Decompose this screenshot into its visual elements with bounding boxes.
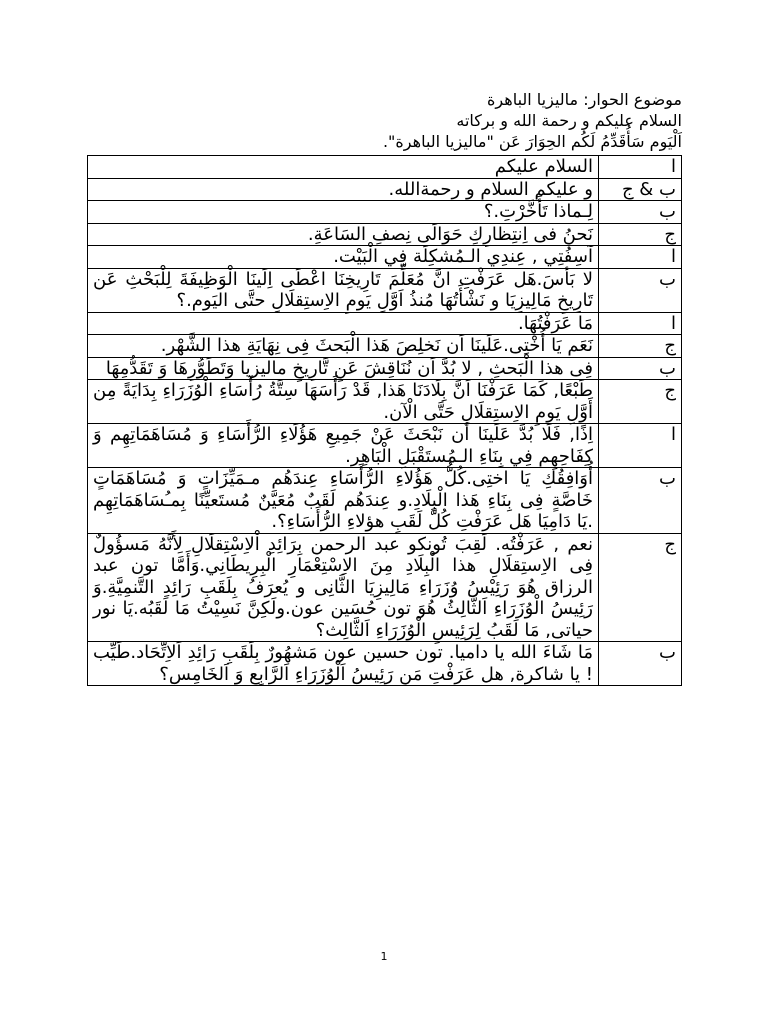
speaker-cell: ا [599, 246, 682, 269]
utterance-cell: أُوَافِقُكِ يَا اختِى.كُلُّ هَؤُلاءِ الرُّأَسَاءِ عِندَهُم مـمَيِّزَاتٍ وَ مُسَاهَمَاتٍ خَاصَّةٍ فِى بِنَاءِ هَذا الْبِلَادِ.و عِندَهُم لَقَبٌ مُعَيَّنٌ مُستَعيِّنًا بِمـُسَاهَمَاتِهِم .يَا دَامِيَا هَل عَرَفْتِ كُلَّ لَقَبِ هؤلاءِ الرُّأَسَاءِ؟. [88, 468, 599, 534]
dialog-row [88, 533, 682, 642]
utterance-cell: لا بَأسَ.هَل عَرَفْتِ انَّ مُعَلِّمَ تَارِيخِنَا اعْطَى اِلَينَا الْوَظِيفَةَ لِلْبَحْثِ عَن تَارِيخِ مَالِيزِيَا و نَشْأَتُهَا مُنذُ اَوَّلِ يَومِ الاِستِقلَالِ حتَّى اليَوم.؟ [88, 268, 599, 312]
utterance-cell: السلام عليكم [88, 156, 599, 179]
greeting-line: السلام عليكم و رحمة الله و بركاته [456, 111, 682, 130]
utterance-cell: مَا عَرَفْتُهَا. [88, 312, 599, 335]
speaker-cell: ب [599, 268, 682, 312]
speaker-cell: ب [599, 642, 682, 686]
utterance-cell: آسِفُتِي , عِندِي الـمُشكِلَة فِي الْبَيْت. [88, 246, 599, 269]
utterance-cell: نَحنُ فى اِنتِظارِكِ حَوَالَى نِصفِ السَاعَةِ. [88, 223, 599, 246]
page-number: 1 [380, 950, 388, 963]
utterance-cell: طَبْعًا, كَمَا عَرَفْنَا اَنَّ بِلَادَنَا هَذا, قَدْ رَأَسَهَا سِتَّةُ رُأَسَاءِ الْوُزَرَاءِ بِدَايَةً مِن أَوَّلِ يَومِ الاِستِقلَالِ حَتَّى الْآن. [88, 380, 599, 424]
dialog-row [88, 468, 682, 534]
intro-line: اَلْيَوم سَأُقَدِّمُ لَكُم الحِوَارَ عَن "ماليزيا الباهرة". [382, 132, 682, 151]
dialog-row [88, 223, 682, 246]
speaker-cell: ج [599, 335, 682, 358]
speaker-cell: ا [599, 156, 682, 179]
utterance-cell: فِى هذا الْبَحثِ , لا بُدَّ اَن نُنَاقِشَ عَنِ تَّارِيخِ ماليزيا وَتَطَوُّرِهَا وَ تَقَدُّمِهَا [88, 357, 599, 380]
speaker-cell: ب & ج [599, 178, 682, 201]
utterance-cell: لِـماذا تَأَخَّرْتِ.؟ [88, 201, 599, 224]
speaker-cell: ا [599, 424, 682, 468]
dialog-topic: موضوع الحوار: ماليزيا الباهرة [487, 90, 682, 109]
document-header [82, 89, 682, 152]
utterance-cell: مَا شَاءَ الله يا داميا. تون حسين عون مَشهُورٌ بِلَقَبِ رَائِدِ اَلاِتِّحَاد.طَيِّب ! يا شاكرة, هل عَرَفْتِ مَن رَئِيسُ اَلْوُزَرَاءِ اَلرَّابِع وَ اَلخَامِس؟ [88, 642, 599, 686]
dialog-row [88, 380, 682, 424]
speaker-cell: ا [599, 312, 682, 335]
dialog-row [88, 268, 682, 312]
dialog-row [88, 335, 682, 358]
dialog-row [88, 424, 682, 468]
speaker-cell: ب [599, 468, 682, 534]
dialog-row [88, 642, 682, 686]
utterance-cell: نعم , عَرَفْتُه. لَقِبَ تُونكو عبد الرحمن بِرَائِدِ اْلاِسْتِقلَالِ لِأَنَّهُ مَسؤُولٌ فِى الاِستِقلَالِ هذا الْبِلَادِ مِنَ الاِسْتِعْمَارِ الْبِرِيطَانِي.وَأَمَّا تون عبد الرزاق هُوَ رَئِيْسُ وُزَرَاءِ مَالِيزِيَا الثَّانِى و يُعرَفُ بِلَقَبِ رَائِدِ التَّنمِيَّةِ.وَ رَئِيسُ الْوُزَرَاءِ اَلثَّالِثُ هُوَ تون حُسَين عون.ولَكِنَّ نَسِيْتُ مَا لَقَبُه.يَا نور حياتى, مَا لَقَبُ لِرَئِيسِ الْوُزَرَاءِ اَلثَّالِث؟ [88, 533, 599, 642]
dialog-row [88, 201, 682, 224]
utterance-cell: و عليكم السلام و رحمةالله. [88, 178, 599, 201]
speaker-cell: ج [599, 533, 682, 642]
speaker-cell: ج [599, 223, 682, 246]
speaker-cell: ب [599, 357, 682, 380]
utterance-cell: اِذًا, فَلَا بُدَّ عَلَينَا أن نَبْحَثَ عَنْ جَمِيعِ هَؤُلَاءِ الرُّأَسَاءِ وَ مُسَاهَمَاتِهِم وَ كِفَاحِهِم فِي بِنَاءِ الـمُستَقْبَلِ الْبَاهِر. [88, 424, 599, 468]
speaker-cell: ب [599, 201, 682, 224]
dialog-row [88, 357, 682, 380]
dialog-row [88, 312, 682, 335]
speaker-cell: ج [599, 380, 682, 424]
dialog-row [88, 178, 682, 201]
dialog-row [88, 156, 682, 179]
utterance-cell: نَعَم يَا أُخْتِى.عَلَينَا اَن نَخلِصَ هَذا الْبَحثَ فِى نِهَايَةِ هذا الشَّهْر. [88, 335, 599, 358]
dialog-table [87, 155, 682, 686]
dialog-row [88, 246, 682, 269]
